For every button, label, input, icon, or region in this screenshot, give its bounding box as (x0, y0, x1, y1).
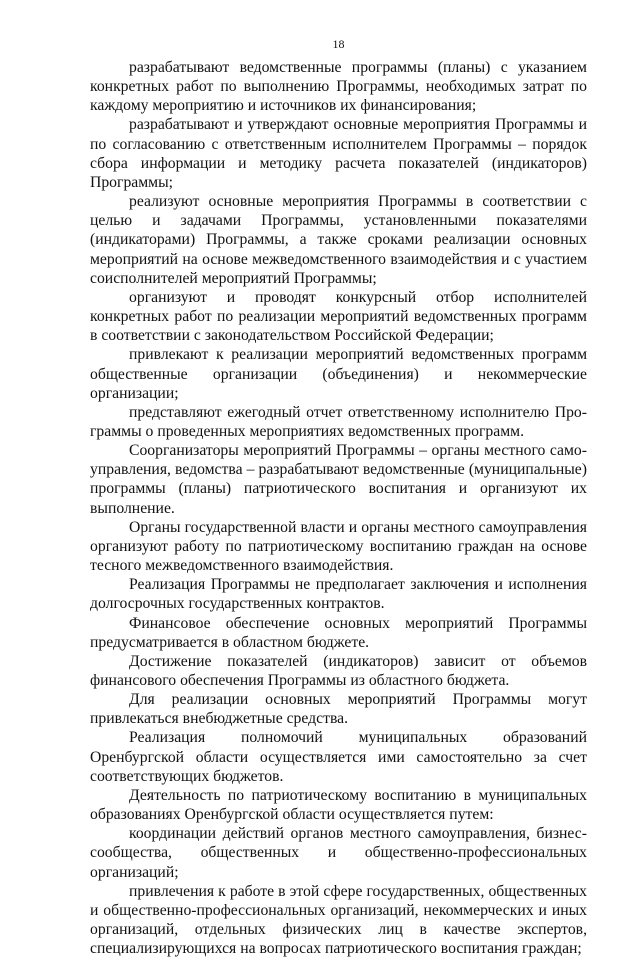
paragraph: разрабатывают ведомственные программы (планы) с указанием конкретных работ по выполнению Программы, необходимых затрат по каждому мероприятию и источников их финансирования; (90, 59, 587, 115)
document-page (90, 0, 587, 958)
paragraph: разрабатывают и утверждают основные мероприятия Программы и по согласованию с ответственным исполнителем Программы – порядок сбора информации и методику расчета показателей (индикаторов) Программы; (90, 116, 587, 191)
paragraph: Для реализации основных мероприятий Программы могут привлекаться внебюджетные средства. (90, 691, 587, 728)
paragraph: организуют и проводят конкурсный отбор исполнителей конкретных работ по реализации мероприятий ведомственных программ в соответствии с законодательством Российской Федерации; (90, 288, 587, 345)
paragraph: Финансовое обеспечение основных мероприятий Программы предусматривается в областном бюджете. (90, 614, 587, 651)
paragraph: привлечения к работе в этой сфере государственных, общественных и общественно-профессиональных организаций, некоммерческих и иных организаций, отдельных физических лиц в качестве экспертов, специализирующихся на вопросах патриотического воспитания граждан; (90, 882, 587, 958)
paragraph: Соорганизаторы мероприятий Программы – органы местного самоуправления, ведомства – разрабатывают ведомственные (муниципальные) программы (планы) патриотического воспитания и организуют их выполнение. (90, 442, 587, 517)
paragraph: реализуют основные мероприятия Программы в соответствии с целью и задачами Программы, установленными показателями (индикаторами) Программы, а также сроками реализации основных мероприятий на основе межведомственного взаимодействия и с участием соисполнителей мероприятий Программы; (90, 193, 587, 287)
page-number: 18 (332, 37, 345, 51)
paragraph: Деятельность по патриотическому воспитанию в муниципальных образованиях Оренбургской области осуществляется путем: (90, 786, 587, 824)
document-body (90, 58, 587, 958)
paragraph: привлекают к реализации мероприятий ведомственных программ общественные организации (объединения) и некоммерческие организации; (90, 346, 587, 402)
paragraph: Достижение показателей (индикаторов) зависит от объемов финансового обеспечения Программы из областного бюджета. (90, 652, 587, 689)
paragraph: Реализация полномочий муниципальных образований Оренбургской области осуществляется ими самостоятельно за счет соответствующих бюджетов. (90, 729, 587, 785)
paragraph: Органы государственной власти и органы местного самоуправления организуют работу по патриотическому воспитанию граждан на основе тесного межведомственного взаимодействия. (90, 518, 587, 575)
paragraph: представляют ежегодный отчет ответственному исполнителю Программы о проведенных мероприятиях ведомственных программ. (90, 403, 587, 440)
paragraph: Реализация Программы не предполагает заключения и исполнения долгосрочных государственных контрактов. (90, 576, 587, 613)
paragraph: координации действий органов местного самоуправления, бизнессообщества, общественных и общественно-профессиональных организаций; (90, 825, 587, 881)
